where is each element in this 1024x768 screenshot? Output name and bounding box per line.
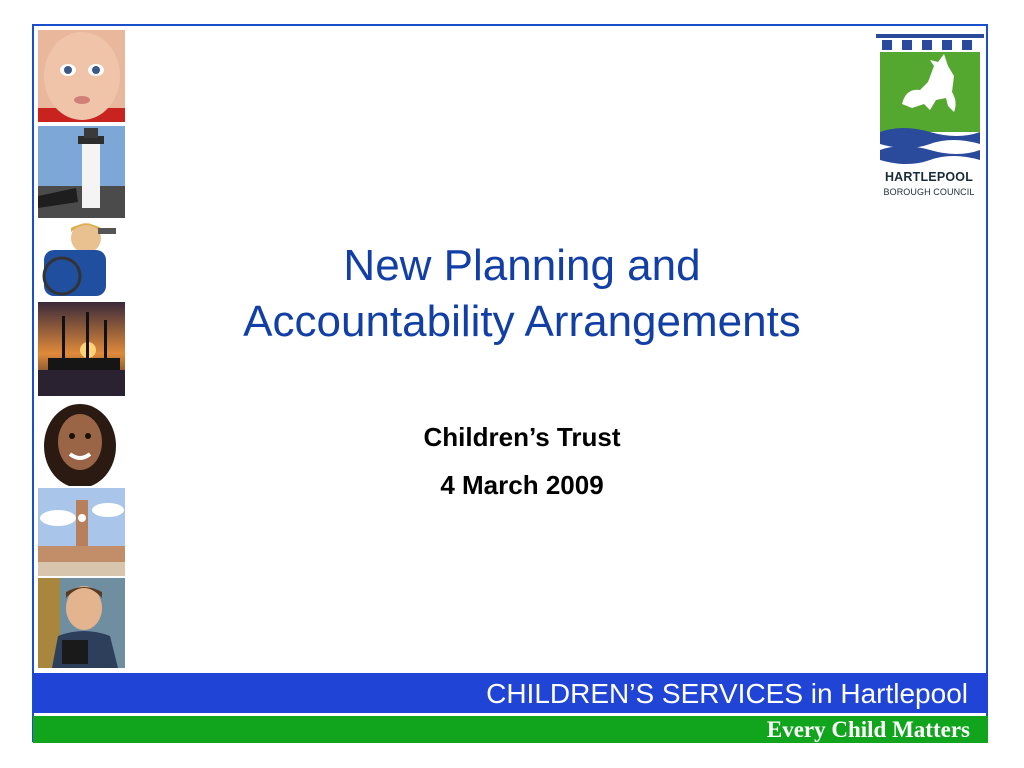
title-line-1: New Planning and (343, 241, 701, 290)
childrens-services-banner (33, 673, 988, 713)
photo-boy-book (38, 578, 125, 668)
council-crest-icon (872, 32, 986, 170)
slide-subtitle (150, 413, 894, 509)
photo-boy-wheelchair (38, 220, 125, 302)
title-line-2: Accountability Arrangements (243, 297, 801, 346)
photo-clock-tower (38, 488, 125, 576)
council-subtitle: BOROUGH COUNCIL (883, 187, 975, 197)
slide-frame (32, 24, 988, 742)
subtitle-line-2: 4 March 2009 (440, 470, 604, 500)
childrens-services-text: CHILDREN’S SERVICES in Hartlepool (486, 678, 968, 709)
photo-girl (38, 400, 125, 486)
hartlepool-council-logo (872, 32, 986, 206)
photo-sunset-ship (38, 302, 125, 396)
every-child-matters-banner (33, 716, 988, 743)
photo-lighthouse (38, 126, 125, 218)
photo-baby (38, 30, 125, 122)
slide-title (150, 238, 894, 350)
council-name: HARTLEPOOL (884, 170, 974, 184)
subtitle-line-1: Children’s Trust (423, 422, 621, 452)
every-child-matters-text: Every Child Matters (766, 717, 970, 742)
